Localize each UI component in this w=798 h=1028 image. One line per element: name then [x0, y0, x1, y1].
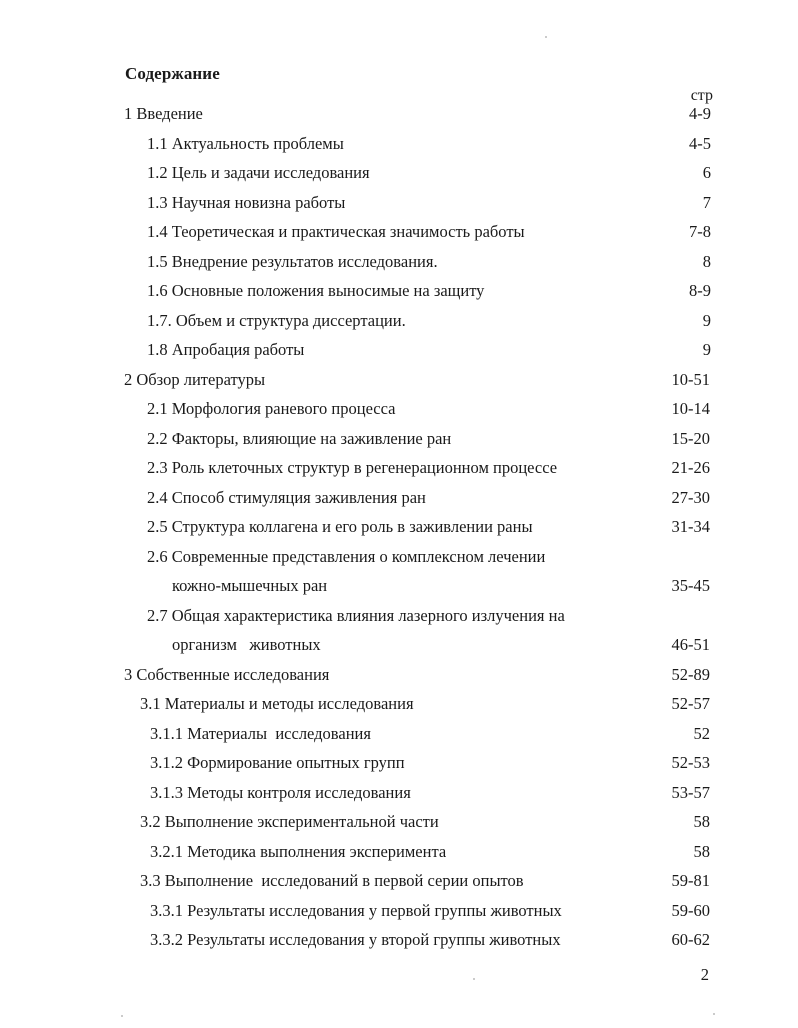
toc-entry — [0, 192, 798, 214]
toc-entry-pages: 10-14 — [671, 399, 710, 418]
toc-entry-pages: 31-34 — [671, 517, 710, 536]
toc-entry-pages: 9 — [702, 311, 711, 330]
toc-entry — [0, 841, 798, 863]
toc-entry-pages: 52-57 — [671, 694, 710, 713]
toc-entry-pages: 8 — [702, 252, 711, 271]
toc-entry-pages: 6 — [702, 163, 711, 182]
toc-entry-pages: 4-9 — [689, 104, 711, 123]
toc-entry-label: 1.8 Апробация работы — [147, 340, 305, 359]
toc-entry-label: 1.4 Теоретическая и практическая значимость работы — [147, 222, 525, 241]
toc-entry-label: 3.1.1 Материалы исследования — [150, 724, 371, 743]
toc-entry-label: 3.3.1 Результаты исследования у первой группы животных — [150, 901, 562, 920]
toc-entry-label: организм животных — [172, 635, 321, 654]
toc-entry-pages: 59-60 — [671, 901, 710, 920]
toc-entry — [0, 221, 798, 243]
toc-entry-label: 1.6 Основные положения выносимые на защиту — [147, 281, 485, 300]
toc-entry-continuation — [0, 575, 798, 597]
toc-entry — [0, 487, 798, 509]
toc-entry — [0, 398, 798, 420]
toc-entry-pages: 53-57 — [671, 783, 710, 802]
toc-entry-label: 2.4 Способ стимуляция заживления ран — [147, 488, 426, 507]
toc-entry-pages: 27-30 — [671, 488, 710, 507]
toc-entry — [0, 723, 798, 745]
toc-entry — [0, 428, 798, 450]
toc-entry-pages: 9 — [702, 340, 711, 359]
toc-entry-label: 3.1.3 Методы контроля исследования — [150, 783, 411, 802]
toc-entry-label: 2.1 Морфология раневого процесса — [147, 399, 396, 418]
toc-entry — [0, 811, 798, 833]
toc-entry — [0, 929, 798, 951]
toc-entry — [0, 369, 798, 391]
toc-entry-continuation — [0, 634, 798, 656]
toc-entry-label: 1.7. Объем и структура диссертации. — [147, 311, 406, 330]
toc-entry — [0, 280, 798, 302]
toc-entry — [0, 310, 798, 332]
toc-entry — [0, 251, 798, 273]
toc-entry-pages: 35-45 — [671, 576, 710, 595]
toc-entry-label: кожно-мышечных ран — [172, 576, 328, 595]
toc-entry-label: 3.2.1 Методика выполнения эксперимента — [150, 842, 447, 861]
toc-entry — [0, 605, 798, 627]
page-column-header: стр — [690, 87, 713, 104]
toc-entry-label: 1.2 Цель и задачи исследования — [147, 163, 370, 182]
toc-entry — [0, 516, 798, 538]
toc-entry — [0, 752, 798, 774]
toc-entry — [0, 546, 798, 568]
toc-entry — [0, 133, 798, 155]
toc-entry — [0, 664, 798, 686]
toc-entry — [0, 782, 798, 804]
scan-speck — [545, 36, 547, 38]
toc-entry-pages: 52 — [693, 724, 710, 743]
toc-entry-label: 3.2 Выполнение экспериментальной части — [140, 812, 439, 831]
toc-entry-label: 2.5 Структура коллагена и его роль в заживлении раны — [147, 517, 533, 536]
toc-entry-pages: 52-89 — [671, 665, 710, 684]
toc-entry-label: 2 Обзор литературы — [124, 370, 266, 389]
page-number: 2 — [700, 965, 709, 984]
toc-entry-pages: 59-81 — [671, 871, 710, 890]
toc-entry-label: 3 Собственные исследования — [124, 665, 330, 684]
toc-entry-pages: 8-9 — [689, 281, 711, 300]
toc-entry — [0, 693, 798, 715]
toc-entry — [0, 457, 798, 479]
toc-entry-label: 1 Введение — [124, 104, 203, 123]
toc-entry-label: 1.1 Актуальность проблемы — [147, 134, 344, 153]
toc-entry-label: 3.3 Выполнение исследований в первой серии опытов — [140, 871, 524, 890]
toc-entry-label: 2.7 Общая характеристика влияния лазерного излучения на — [147, 606, 565, 625]
toc-entry-pages: 52-53 — [671, 753, 710, 772]
toc-entry-label: 2.2 Факторы, влияющие на заживление ран — [147, 429, 452, 448]
toc-entry — [0, 103, 798, 125]
toc-entry — [0, 162, 798, 184]
toc-entry-label: 2.3 Роль клеточных структур в регенерационном процессе — [147, 458, 558, 477]
toc-entry — [0, 339, 798, 361]
scan-speck — [121, 1015, 123, 1017]
toc-entry-label: 1.3 Научная новизна работы — [147, 193, 346, 212]
toc-entry — [0, 900, 798, 922]
toc-entry-label: 3.1.2 Формирование опытных групп — [150, 753, 405, 772]
toc-entry-pages: 21-26 — [671, 458, 710, 477]
toc-entry-label: 1.5 Внедрение результатов исследования. — [147, 252, 438, 271]
toc-entry-pages: 15-20 — [671, 429, 710, 448]
toc-entry — [0, 870, 798, 892]
toc-entry-pages: 60-62 — [671, 930, 710, 949]
toc-entry-pages: 46-51 — [671, 635, 710, 654]
toc-entry-pages: 58 — [693, 842, 710, 861]
toc-entry-pages: 10-51 — [671, 370, 710, 389]
page-title: Содержание — [125, 64, 220, 83]
toc-entry-pages: 7-8 — [689, 222, 711, 241]
toc-entry-pages: 7 — [702, 193, 711, 212]
toc-entry-label: 3.3.2 Результаты исследования у второй группы животных — [150, 930, 561, 949]
toc-entry-label: 3.1 Материалы и методы исследования — [140, 694, 414, 713]
scan-speck — [473, 978, 475, 980]
toc-entry-pages: 58 — [693, 812, 710, 831]
scan-speck — [713, 1013, 715, 1015]
toc-entry-label: 2.6 Современные представления о комплексном лечении — [147, 547, 546, 566]
toc-entry-pages: 4-5 — [689, 134, 711, 153]
